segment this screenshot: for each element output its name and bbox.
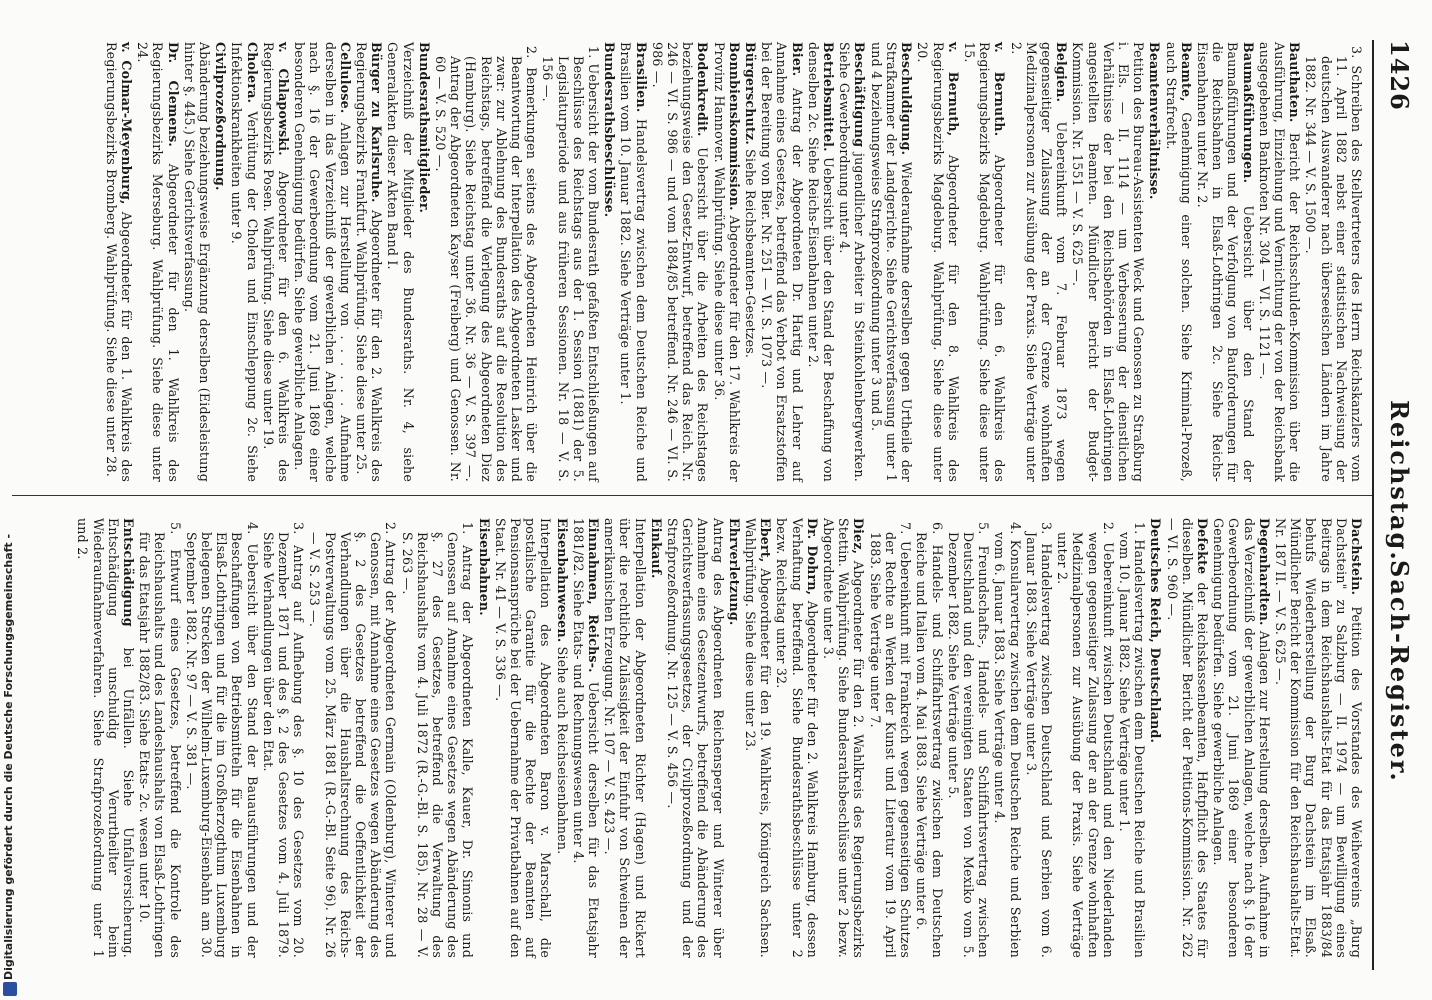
entry-heading: Beamte,: [1178, 42, 1194, 102]
register-entry: [1148, 518, 1163, 958]
column-divider: [12, 495, 1372, 496]
entry-heading: Entschädigung: [120, 518, 136, 627]
entry-text: Handelsvertrag zwischen dem Deutschen Reiche und Brasilien vom 10. Januar 1882. Siehe Verträge unter 1.: [618, 42, 649, 482]
entry-text: Abgeordneter für den 17. Wahlkreis der Provinz Hannover. Wahlprüfung. Siehe diese unter 36.: [711, 42, 742, 482]
register-entry: [821, 518, 867, 958]
entry-text: Bericht der Reichsschulden-Kommission über die Ausführung, Einziehung und Vernichtung der von der Reichsbank ausgegebenen Banknoten Nr. 304 — VI. S. 1121 —.: [1256, 42, 1303, 482]
entry-heading: v. Bernuth,: [945, 42, 961, 137]
register-entry: [1024, 518, 1054, 958]
entry-text: der Reichskassenbeamten, Haftpflicht des Staates für dieselben. Mündlicher Bericht der Petitions-Kommission. Nr. 262 — VI. S. 960 —.: [1164, 518, 1210, 958]
entry-text: Uebersicht über den Stand der Beschaffung von denselben 2c. Siehe Reichs-Eisenbahnen unter 2.: [805, 42, 837, 482]
register-entry: [261, 518, 307, 958]
entry-text: 1. Antrag der Abgeordneten Kalle, Kauer, Dr. Simonis und Genossen auf Annahme eines Gesetzes wegen Abänderung des §. 27 des Gesetzes, betreffend die Verwaltung des Reichshaushalts vom 4. Juli 1872 (R.-G.-Bl. S. 185). Nr. 28 — V. S. 263 —.: [399, 522, 476, 958]
entry-text: Abgeordneter für den 19. Wahlkreis, Königreich Sachsen. Wahlprüfung. Siehe diese unter 23.: [743, 518, 774, 958]
entry-text: Verhütung der Cholera und Einschleppung 2c. Siehe Infektionskrankheiten unter 9.: [229, 42, 260, 482]
entry-heading: Bundesrathsbeschlüsse.: [602, 42, 618, 218]
entry-text: 7. Uebereinkunft mit Frankreich wegen gegenseitigen Schutzes der Rechte an Werken der Kunst und Literatur vom 19. April 1883. Siehe Verträge unter 7.: [867, 522, 914, 958]
entry-text: Uebereinkunft vom 7. Februar 1873 wegen gegenseitiger Zulassung der an der Grenze wohnhaften Medizinalpersonen zur Ausübung der Praxis. Siehe Verträge unter 2.: [1008, 42, 1070, 482]
register-entry: [540, 42, 601, 482]
dfg-logo-icon: [3, 982, 17, 996]
entry-heading: Degenhardten.: [1256, 518, 1272, 626]
entry-text: Interpellation des Abgeordneten Baron v. Marschall, die postalische Garantie für die Rechte der Beamten auf Pensionsansprüche bei der Uebernahme der Privatbahnen auf den Staat. Nr. 41 — V. S. 336 —.: [492, 518, 554, 958]
footer-credit: Digitalisierung gefördert durch die Deutsche Forschungsgemeinschaft -: [2, 533, 15, 980]
page-title-left: Reichstag.: [1385, 400, 1414, 562]
register-entry: [806, 42, 836, 482]
entry-heading: Diez,: [851, 518, 867, 555]
page-title-right: Sach-Register.: [1385, 560, 1414, 783]
register-entry: [476, 518, 491, 958]
entry-heading: Cellulose.: [337, 42, 353, 114]
entry-text: 5. Entwurf eines Gesetzes, betreffend die Kontrole des Reichshaushalts und des Landeshaushalts von Elsaß-Lothringen für das Etatsjahr 1882/83. Siehe Etats- 2c. wesen unter 10.: [137, 522, 183, 958]
entry-heading: Dr. Clemens.: [165, 42, 181, 147]
register-entry: [493, 518, 554, 958]
entry-heading: Eisenbahnen.: [476, 518, 492, 616]
entry-text: 4. Uebersicht über den Stand der Bauausführungen und der Beschaffungen von Betriebsmitteln für die Eisenbahnen in Elsaß-Lothringen und für die im Großherzogthum Luxemburg belegenen Strecken der Wilhelm-Luxemburg-Eisenbahn am 30. September 1882. Nr. 97 — V. S. 381 —.: [183, 522, 260, 958]
entry-heading: Betriebsmittel.: [821, 42, 837, 152]
register-entry: [1147, 42, 1162, 482]
entry-heading: Bodenkredit.: [695, 42, 711, 137]
register-entry: [837, 42, 867, 482]
entry-heading: v. Colmar-Meyenburg,: [118, 42, 134, 205]
entry-text: Siehe auch Reichseisenbahnen.: [554, 646, 570, 855]
entry-text: 3. Antrag auf Aufhebung des §. 10 des Gesetzes vom 20. Dezember 1871 und des §. 2 des Gesetzes vom 4. Juli 1879. Siehe Verhandlungen über den Etat.: [260, 522, 307, 958]
register-entry: [602, 518, 648, 958]
register-entry: [184, 518, 260, 958]
entry-text: 4. Konsularvertrag zwischen dem Deutschen Reiche und Serbien vom 6. Januar 1883. Siehe Verträge unter 4.: [992, 522, 1023, 958]
entry-text: 2. Uebereinkunft zwischen Deutschland und den Niederlanden wegen gegenseitiger Zulassung der an der Grenze wohnhaften Medizinalpersonen zur Ausübung der Praxis. Siehe Verträge unter 2.: [1055, 522, 1116, 958]
entry-text: 1. Uebersicht der vom Bundesrath gefaßten Entschließungen auf Beschlüsse des Reichstags aus der 1. Session (1881) der 5. Legislaturperiode und aus früheren Sessionen. Nr. 18 — V. S. 156 —.: [540, 46, 602, 482]
entry-heading: Belgien.: [1054, 42, 1070, 103]
entry-text: 2. Antrag der Abgeordneten Germain (Oldenburg), Winterer und Genossen, mit Annahme eines Gesetzes wegen Abänderung des §. 2 des Gesetzes betreffend die Oeffentlichkeit der Verhandlungen über die Haushaltsrechnung des Reichs-Postverwaltungs vom 25. März 1881 (R.-G.-Bl. Seite 96). Nr. 26 — V. S. 253 —.: [307, 522, 399, 958]
register-entry: [182, 42, 212, 482]
register-entry: [665, 518, 726, 958]
entry-heading: Beschuldigung.: [899, 42, 915, 156]
register-entry: [1273, 518, 1364, 958]
entry-heading: Einnahmen, Reichs-.: [586, 518, 602, 673]
register-entry: [649, 518, 664, 958]
entry-heading: Beamtenverhältnisse.: [1147, 42, 1163, 200]
entry-text: Petition des Bureau-Assistenten Weck und Genossen zu Straßburg i. Els. — II. 1114 — um Verbesserung der dienstlichen Verhältnisse der bei den Reichsbehörden in Elsaß-Lothringen angestellten Beamten. Mündlicher Bericht der Budget-Kommission. Nr. 1551 — V. S. 625 —.: [1070, 42, 1147, 482]
register-entry: [385, 42, 415, 482]
entry-text: Abgeordneter für den 6. Wahlkreis des Regierungsbezirks Magdeburg. Wahlprüfung. Siehe diese unter 15.: [961, 42, 1008, 482]
entry-text: Petition des Vorstandes des Weihevereins „Burg Dachstein" zu Salzburg — II. 1974 — um Bewilligung eines Beitrags in dem Reichshaushalts-Etat für das Etatsjahr 1883/84 behufs Wiederherstellung der Burg Dachstein im Elsaß. Mündlicher Bericht der Kommission für den Reichshaushalts-Etat. Nr. 187 II. — V. S. 625 —.: [1272, 518, 1364, 958]
register-entry: [433, 42, 539, 482]
entry-text: 1. Handelsvertrag zwischen dem Deutschen Reiche und Brasilien vom 10. Januar 1882. Siehe Verträge unter 1.: [1116, 522, 1148, 958]
register-entry: [915, 42, 961, 482]
register-entry: [292, 42, 353, 482]
register-entry: [1055, 518, 1116, 958]
register-entry: [104, 42, 134, 482]
register-entry: [1195, 42, 1256, 482]
register-entry: [554, 518, 569, 958]
register-entry: [992, 518, 1022, 958]
page-number: 1426: [1385, 40, 1414, 111]
footer: [0, 2, 20, 998]
register-entry: [137, 518, 183, 958]
entry-text: Abgeordneter für den 2. Wahlkreis des Regierungsbezirks Stettin. Wahlprüfung. Siehe Bundesrathsbeschlüsse unter 2 bezw. Abgeordnete unter 3.: [821, 518, 867, 958]
entry-text: Anlagen zur Herstellung von . . . . . . Aufnahme derselben in das Verzeichniß der gewerblichen Anlagen, welche nach §. 16 der Gewerbeordnung vom 21. Juni 1869 einer besonderen Genehmigung bedürfen. Siehe gewerbliche Anlagen.: [292, 42, 353, 482]
register-entry: [213, 42, 228, 482]
register-entry: [417, 42, 432, 482]
entry-text: Interpellation der Abgeordneten Richter (Hagen) und Rickert über die rechtliche Zulässigkeit der Einfuhr von Schweinen der amerikanischen Erzeugung. Nr. 107 — V. S. 423 —.: [602, 518, 648, 958]
register-entry: [602, 42, 617, 482]
entry-text: Antrag der Abgeordneten Dr. Hartig und Lehrer auf Annahme eines Gesetzes, betreffend das Verbot von Ersatzstoffen bei der Bereitung von Bier. Nr. 251 — VI. S. 1073 —.: [759, 42, 805, 482]
register-entry: [759, 42, 805, 482]
register-entry: [307, 518, 398, 958]
register-entry: [650, 42, 711, 482]
entry-text: Abänderung beziehungsweise Ergänzung derselben (Eidesleistung hinter §. 445.) Siehe Gerichtsverfassung.: [181, 42, 212, 482]
register-entry: [1070, 42, 1146, 482]
register-entry: [869, 42, 915, 482]
entry-text: Genehmigung einer solchen. Siehe Kriminal-Prozeß, auch Strafrecht.: [1163, 42, 1194, 482]
entry-text: 5. Freundschafts-, Handels- und Schiffahrtsvertrag zwischen Deutschland und den vereinigten Staaten von Mexiko vom 5. Dezember 1882. Siehe Verträge unter 5.: [945, 522, 992, 958]
entry-text: Antrag des Abgeordneten Reichensperger und Winterer über Annahme eines Gesetzentwurfs, betreffend die Abänderung des Gerichtsverfassungsgesetzes, der Civilprozeßordnung und der Strafprozeßordnung. Nr. 125 — V. S. 456 —.: [665, 518, 726, 958]
entry-heading: Bürgerschutz.: [743, 42, 759, 145]
register-entry: [711, 42, 741, 482]
entry-heading: Baumaßführungen.: [1240, 42, 1256, 184]
entry-text: Abgeordneter für den 1. Wahlkreis des Regierungsbezirks Merseburg. Wahlprüfung. Siehe diese unter 24.: [135, 42, 181, 483]
register-entry: [868, 518, 914, 958]
entry-text: 6. Handels- und Schiffahrtsvertrag zwischen dem Deutschen Reiche und Italien vom 4. Mai 1883. Siehe Verträge unter 6.: [914, 522, 945, 958]
register-entry: [618, 42, 648, 482]
register-entry: [743, 518, 773, 958]
register-entry: [135, 42, 181, 482]
entry-text: Uebersicht derselben für das Etatsjahr 1881/82. Siehe Etats- und Rechnungswesen unter 4.: [570, 518, 602, 958]
entry-text: 3. Handelsvertrag zwischen Deutschland und Serbien vom 6. Januar 1883. Siehe Verträge unter 3.: [1023, 522, 1054, 958]
register-entry: [946, 518, 992, 958]
entry-heading: Bürger zu Karlsruhe.: [369, 42, 385, 203]
register-entry: [229, 42, 259, 482]
entry-heading: Bundesrathsmitglieder.: [416, 42, 432, 214]
register-entry: [727, 518, 742, 958]
entry-heading: Einkauf.: [648, 518, 664, 579]
register-entry: [1117, 518, 1147, 958]
right-column: [74, 518, 1364, 958]
entry-text: Uebersicht über die Arbeiten des Reichstages beziehungsweise den Gesetz-Entwurf, betreffend das Reich. Nr. 246 — VI. S. 986 — und vom 1884/85 betreffend. Nr. 246 — VI. S. 986 —.: [649, 42, 711, 482]
register-entry: [1164, 518, 1210, 958]
register-entry: [75, 518, 136, 958]
entry-text: Verzeichniß der Mitglieder des Bundesraths. Nr. 4, siehe Generalakten dieser Akten Band I.: [385, 42, 416, 482]
entry-text: Siehe Reichsbeamten-Gesetzes.: [743, 149, 759, 359]
entry-heading: Deutsches Reich, Deutschland.: [1148, 518, 1164, 744]
entry-text: bei Unfällen. Siehe Unfallversicherung. Entschädigung unschuldig Verurtheilter beim Wiederaufnahmeverfahren. Siehe Strafprozeßordnung unter 1 und 2.: [75, 518, 136, 958]
register-entry: [354, 42, 384, 482]
entry-heading: Ebert,: [758, 518, 774, 563]
register-entry: [1008, 42, 1069, 482]
entry-text: Abgeordneter für den 8. Wahlkreis des Regierungsbezirks Magdeburg. Wahlprüfung. Siehe diese unter 20.: [915, 42, 961, 482]
entry-text: Abgeordneter für den 1. Wahlkreis des Regierungsbezirks Bromberg. Wahlprüfung. Siehe diese unter 28.: [103, 42, 134, 482]
entry-heading: Defekte: [1194, 518, 1210, 575]
entry-text: Abgeordneter für den 6. Wahlkreis des Regierungsbezirks Posen. Wahlprüfung. Siehe diese unter 19.: [260, 42, 291, 482]
entry-text: Anlagen zur Herstellung derselben. Aufnahme in das Verzeichniß der gewerblichen Anlagen, welche nach §. 16 der Gewerbeordnung vom 21. Juni 1869 einer besonderen Genehmigung bedürfen. Siehe gewerbliche Anlagen.: [1211, 518, 1272, 958]
left-column: [103, 42, 1364, 482]
entry-text: Abgeordneter für den 2. Wahlkreis Hamburg, dessen Verhaftung betreffend. Siehe Bundesrathsbeschlüsse unter 2 bezw. Reichstag unter 32.: [774, 518, 820, 958]
register-entry: [914, 518, 944, 958]
register-entry: [962, 42, 1008, 482]
entry-text: Wiederaufnahme derselben gegen Urtheile der Strafkammer der Landgerichte. Siehe Gerichtsverfassung unter 1 und 4 beziehungsweise Strafprozeßordnung unter 3 und 5.: [868, 42, 915, 482]
register-entry: [1211, 518, 1272, 958]
entry-text: jugendlicher Arbeiter in Steinkohlenbergwerken. Siehe Gewerbeordnung unter 4.: [837, 42, 868, 482]
entry-heading: Brasilien.: [633, 42, 649, 113]
entry-text: Uebersicht über den Stand der Baumaßführungen und der Verfolgung von Bauforderungen für die Reichsbahnen in Elsaß-Lothringen 2c. Siehe Reichs-Eisenbahnen unter Nr. 2.: [1194, 42, 1256, 482]
entry-heading: v. Chlapowski.: [275, 42, 291, 156]
entry-heading: Ehrverletzung.: [726, 518, 742, 626]
entry-text: Abgeordneter für den 2. Wahlkreis des Regierungsbezirks Frankfurt. Wahlprüfung. Siehe diese unter 25.: [354, 42, 385, 482]
register-entry: [571, 518, 601, 958]
register-entry: [261, 42, 291, 482]
entry-heading: Eisenbahnwesen.: [554, 518, 570, 643]
entry-heading: Bier.: [789, 42, 805, 77]
entry-heading: Bauthaten.: [1287, 42, 1303, 123]
entry-heading: Cholera.: [244, 42, 260, 104]
register-entry: [399, 518, 475, 958]
register-entry: [1303, 42, 1364, 482]
entry-heading: Beschäftigung: [852, 42, 868, 148]
entry-heading: Dachstein.: [1349, 518, 1364, 596]
register-entry: [743, 42, 758, 482]
entry-heading: Civilprozeßordnung.: [213, 42, 229, 191]
register-entry: [774, 518, 820, 958]
header-rule: [1372, 40, 1374, 970]
register-entry: [1257, 42, 1303, 482]
entry-heading: Dr. Dohrn,: [804, 518, 820, 596]
entry-text: 2. Bemerkungen seitens des Abgeordneten Heinrich über die Beantwortung der Interpellation des Abgeordneten Lasker und zwar: zur Ablehnung des Bundesraths auf die Resolution des Reichstags, betreffend die Verlegung des Abgeordneten Diez (Hamburg). Siehe Reichstag unter 36. Nr. 36 — V. S. 397 —. Antrag der Abgeordneten Kayser (Freiberg) und Genossen. Nr. 60 — V. S. 520 —.: [433, 46, 540, 482]
register-entry: [1163, 42, 1193, 482]
entry-text: 3. Schreiben des Stellvertreters des Herrn Reichskanzlers vom 11. April 1882 nebst einer statistischen Nachweisung der deutschen Auswanderer nach überseeischen Ländern im Jahre 1882. Nr. 344 — V. S. 1500 —.: [1303, 46, 1364, 482]
entry-heading: Bonnbienskommission.: [726, 42, 742, 211]
entry-heading: v. Bernuth.: [992, 42, 1008, 137]
